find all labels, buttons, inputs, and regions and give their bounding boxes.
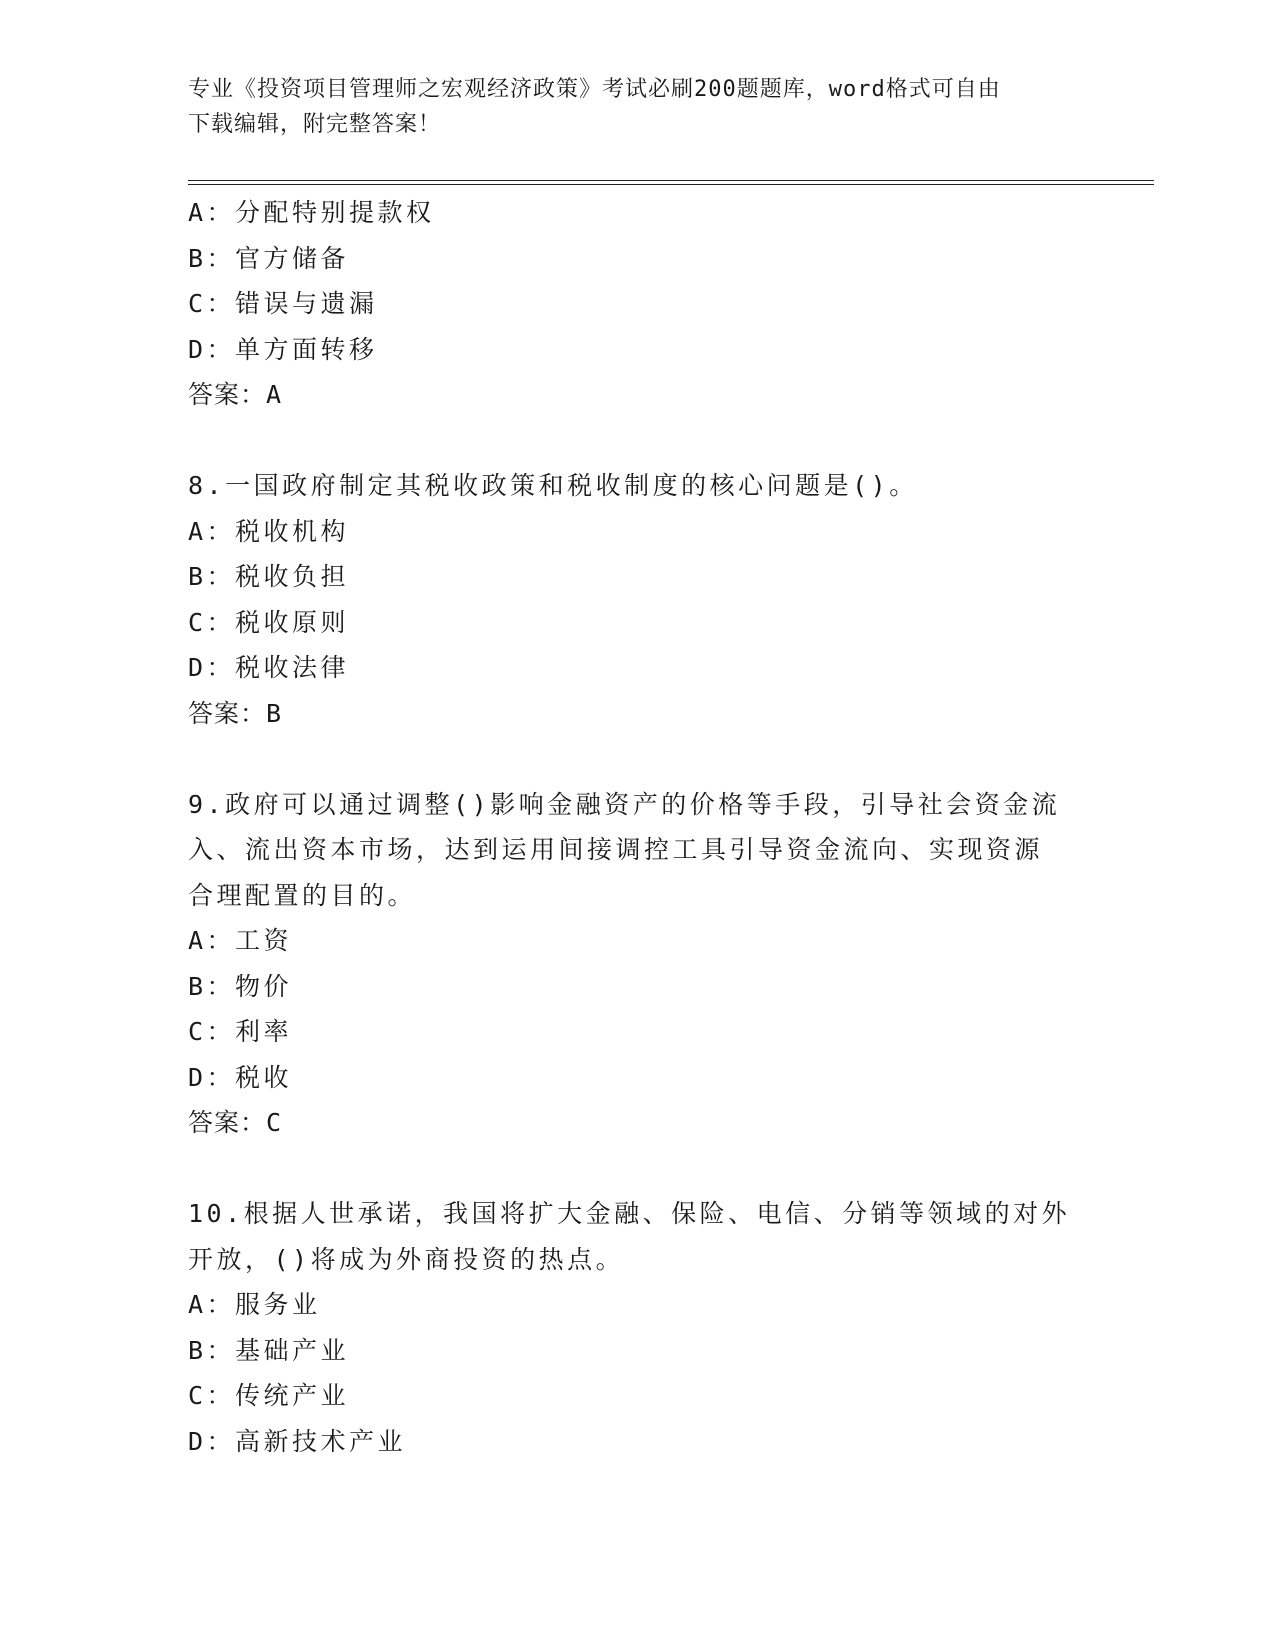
header-divider-top [188, 180, 1154, 181]
spacer [188, 736, 1088, 782]
q9-option-a: A：工资 [188, 926, 293, 955]
question-9 [188, 782, 1088, 1146]
spacer [188, 1146, 1088, 1192]
q8-question-text: 8.一国政府制定其税收政策和税收制度的核心问题是()。 [188, 471, 918, 500]
q8-option-c: C：税收原则 [188, 607, 350, 637]
q7-option-b: B：官方储备 [188, 243, 350, 273]
header-divider-bottom [188, 184, 1154, 185]
q10-question-line-2: 开放，()将成为外商投资的热点。 [188, 1244, 625, 1274]
question-10 [188, 1191, 1088, 1464]
q9-answer: 答案：C [188, 1108, 283, 1137]
q9-option-d: D：税收 [188, 1062, 293, 1092]
q10-question-line-1: 10.根据人世承诺，我国将扩大金融、保险、电信、分销等领域的对外 [188, 1199, 1071, 1228]
q8-answer: 答案：B [188, 698, 283, 728]
q8-option-a: A：税收机构 [188, 516, 350, 546]
q10-option-d: D：高新技术产业 [188, 1426, 407, 1456]
q9-option-c: C：利率 [188, 1017, 293, 1046]
question-8 [188, 463, 1088, 736]
q9-question-line-2: 入、流出资本市场，达到运用间接调控工具引导资金流向、实现资源 [188, 835, 1044, 864]
q9-question-line-3: 合理配置的目的。 [188, 880, 417, 910]
spacer [188, 418, 1088, 464]
q7-option-d: D：单方面转移 [188, 334, 378, 364]
q9-option-b: B：物价 [188, 971, 293, 1001]
q8-option-b: B：税收负担 [188, 562, 350, 591]
header-intro-line-1: 专业《投资项目管理师之宏观经济政策》考试必刷200题题库，word格式可自由 [188, 77, 1001, 102]
q10-option-c: C：传统产业 [188, 1381, 350, 1410]
q10-option-a: A：服务业 [188, 1290, 321, 1319]
question-7 [188, 190, 1088, 418]
question-list [188, 190, 1088, 1464]
q7-option-a: A：分配特别提款权 [188, 198, 435, 227]
document-header [188, 72, 1088, 142]
q7-option-c: C：错误与遗漏 [188, 289, 378, 318]
q9-question-line-1: 9.政府可以通过调整()影响金融资产的价格等手段，引导社会资金流 [188, 789, 1061, 819]
header-intro-line-2: 下载编辑，附完整答案！ [188, 112, 442, 137]
q8-option-d: D：税收法律 [188, 653, 350, 682]
q7-answer: 答案：A [188, 380, 283, 409]
q10-option-b: B：基础产业 [188, 1335, 350, 1365]
